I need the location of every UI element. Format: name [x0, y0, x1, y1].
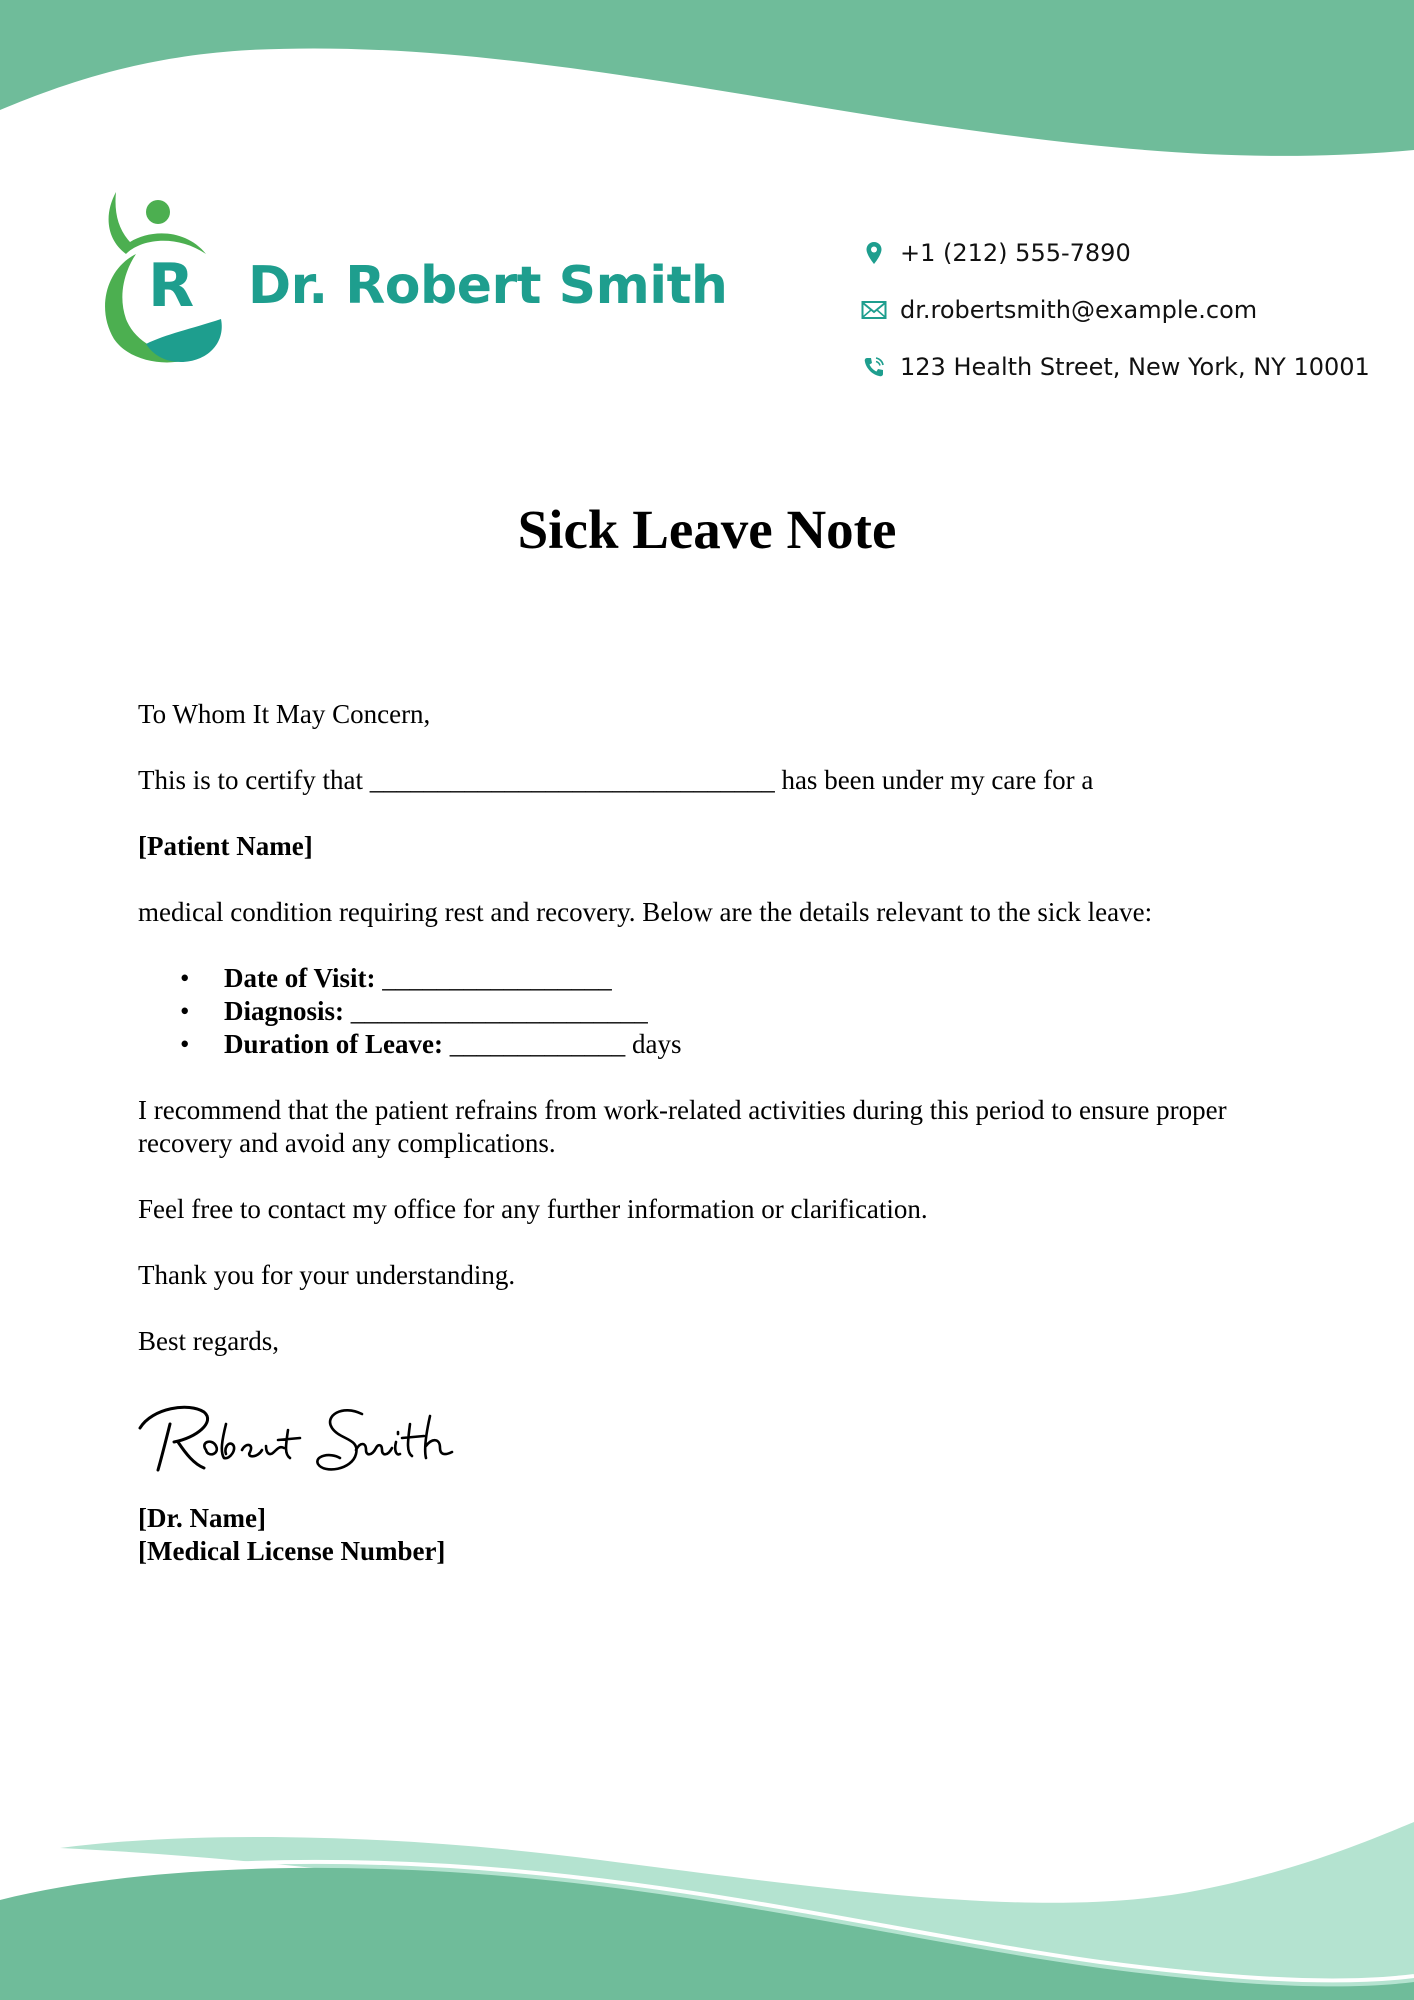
top-wave-decoration — [0, 0, 1414, 170]
duration-unit: days — [631, 1029, 682, 1059]
signature-image — [134, 1394, 464, 1480]
bottom-wave-decoration — [0, 1800, 1414, 2000]
doctor-brand-name: Dr. Robert Smith — [248, 256, 728, 316]
doctor-name-placeholder: [Dr. Name] — [138, 1503, 266, 1533]
location-pin-icon — [860, 239, 888, 267]
closing: Best regards, — [138, 1326, 279, 1356]
certify-suffix: has been under my care for a — [781, 765, 1094, 795]
detail-label: Date of Visit: — [224, 963, 376, 993]
diagnosis-blank[interactable]: ______________________ — [350, 996, 648, 1026]
list-item-diagnosis — [224, 995, 1298, 1028]
date-of-visit-blank[interactable]: _________________ — [382, 963, 612, 993]
certify-prefix: This is to certify that — [138, 765, 363, 795]
detail-label: Duration of Leave: — [224, 1029, 443, 1059]
contact-info — [860, 224, 1370, 395]
document-title: Sick Leave Note — [517, 499, 897, 560]
contact-phone-text[interactable]: +1 (212) 555-7890 — [900, 238, 1131, 267]
recommendation-text: I recommend that the patient refrains from work-related activities during this period to ensure proper recovery and avoid any complications. — [138, 1095, 1227, 1158]
leave-details-list — [138, 962, 1298, 1061]
salutation: To Whom It May Concern, — [138, 699, 431, 729]
contact-address-text: 123 Health Street, New York, NY 10001 — [900, 352, 1370, 381]
list-item-date-of-visit — [224, 962, 1298, 995]
detail-label: Diagnosis: — [224, 996, 345, 1026]
contact-email-text[interactable]: dr.robertsmith@example.com — [900, 295, 1258, 324]
contact-address-row — [860, 338, 1370, 395]
contact-email-row — [860, 281, 1370, 338]
condition-text: medical condition requiring rest and recovery. Below are the details relevant to the sick leave: — [138, 897, 1153, 927]
phone-icon — [860, 353, 888, 381]
license-number-placeholder: [Medical License Number] — [138, 1536, 446, 1566]
list-item-duration-of-leave — [224, 1028, 1298, 1061]
caduceus-hand-logo-icon — [96, 184, 236, 374]
thanks-text: Thank you for your understanding. — [138, 1260, 516, 1290]
patient-name-placeholder: [Patient Name] — [138, 831, 313, 861]
letter-body — [138, 698, 1298, 1568]
contact-note: Feel free to contact my office for any further information or clarification. — [138, 1194, 928, 1224]
duration-blank[interactable]: _____________ — [449, 1029, 626, 1059]
svg-text:R: R — [148, 251, 195, 321]
envelope-icon — [860, 296, 888, 324]
certify-line — [138, 764, 1298, 797]
contact-phone-row — [860, 224, 1370, 281]
patient-name-blank[interactable]: ______________________________ — [369, 765, 775, 795]
